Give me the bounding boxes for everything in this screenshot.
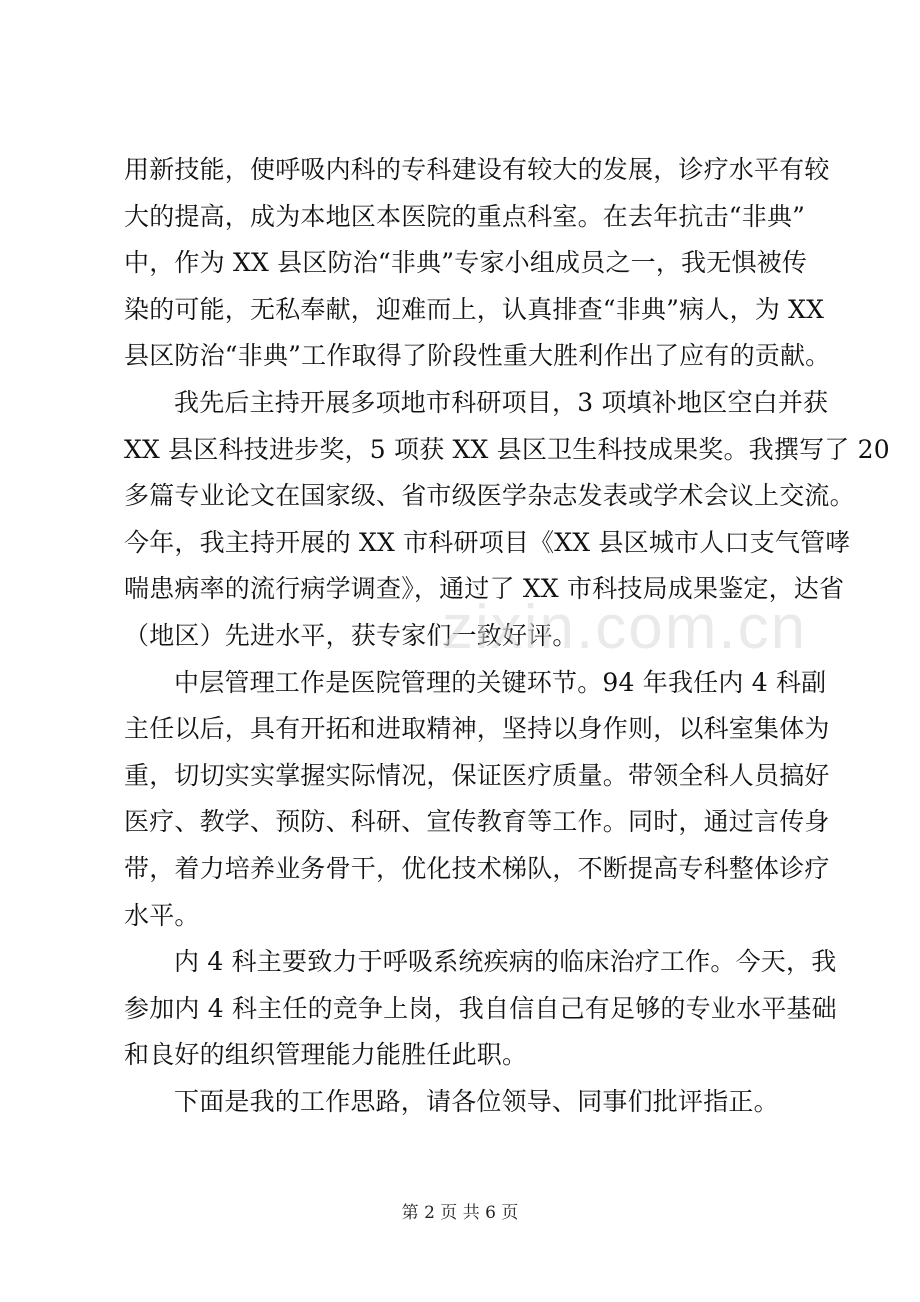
paragraph-first-line: 下面是我的工作思路，请各位领导、同事们批评指正。 (174, 1086, 779, 1116)
text-line: 多篇专业论文在国家级、省市级医学杂志发表或学术会议上交流。 (124, 481, 855, 511)
text-line: 用新技能，使呼吸内科的专科建设有较大的发展，诊疗水平有较 (124, 155, 830, 184)
text-line: 大的提高，成为本地区本医院的重点科室。在去年抗击“非典” (124, 201, 806, 231)
text-line: 染的可能，无私奉献，迎难而上，认真排查“非典”病人，为 XX (124, 294, 825, 324)
paragraph-first-line: 我先后主持开展多项地市科研项目，3 项填补地区空白并获 (174, 387, 829, 417)
paragraph-first-line: 内 4 科主要致力于呼吸系统疾病的临床治疗工作。今天，我 (174, 947, 837, 977)
text-line: 医疗、教学、预防、科研、宣传教育等工作。同时，通过言传身 (124, 807, 830, 837)
text-line: 主任以后，具有开拓和进取精神，坚持以身作则，以科室集体为 (124, 714, 830, 744)
text-line: 水平。 (124, 900, 200, 930)
paragraph-first-line: 中层管理工作是医院管理的关键环节。94 年我任内 4 科副 (174, 667, 827, 697)
text-line: 今年，我主持开展的 XX 市科研项目《XX 县区城市人口支气管哮 (124, 527, 851, 557)
watermark: zixin.com.cn (442, 593, 808, 662)
text-line: 参加内 4 科主任的竞争上岗，我自信自己有足够的专业水平基础 (124, 993, 837, 1023)
text-line: 中，作为 XX 县区防治“非典”专家小组成员之一，我无惧被传 (124, 248, 808, 278)
text-line: 喘患病率的流行病学调查》，通过了 XX 市科技局成果鉴定，达省 (124, 574, 845, 604)
text-line: 和良好的组织管理能力能胜任此职。 (124, 1040, 528, 1070)
text-line: 带，着力培养业务骨干，优化技术梯队，不断提高专科整体诊疗 (124, 853, 830, 883)
text-line: XX 县区科技进步奖，5 项获 XX 县区卫生科技成果奖。我撰写了 20 (124, 434, 890, 464)
text-line: 重，切切实实掌握实际情况，保证医疗质量。带领全科人员搞好 (124, 760, 830, 790)
text-line: （地区）先进水平，获专家们一致好评。 (124, 620, 578, 650)
document-body (124, 147, 890, 1125)
page-footer: 第 2 页 共 6 页 (401, 1203, 519, 1223)
text-line: 县区防治“非典”工作取得了阶段性重大胜利作出了应有的贡献。 (124, 341, 831, 371)
